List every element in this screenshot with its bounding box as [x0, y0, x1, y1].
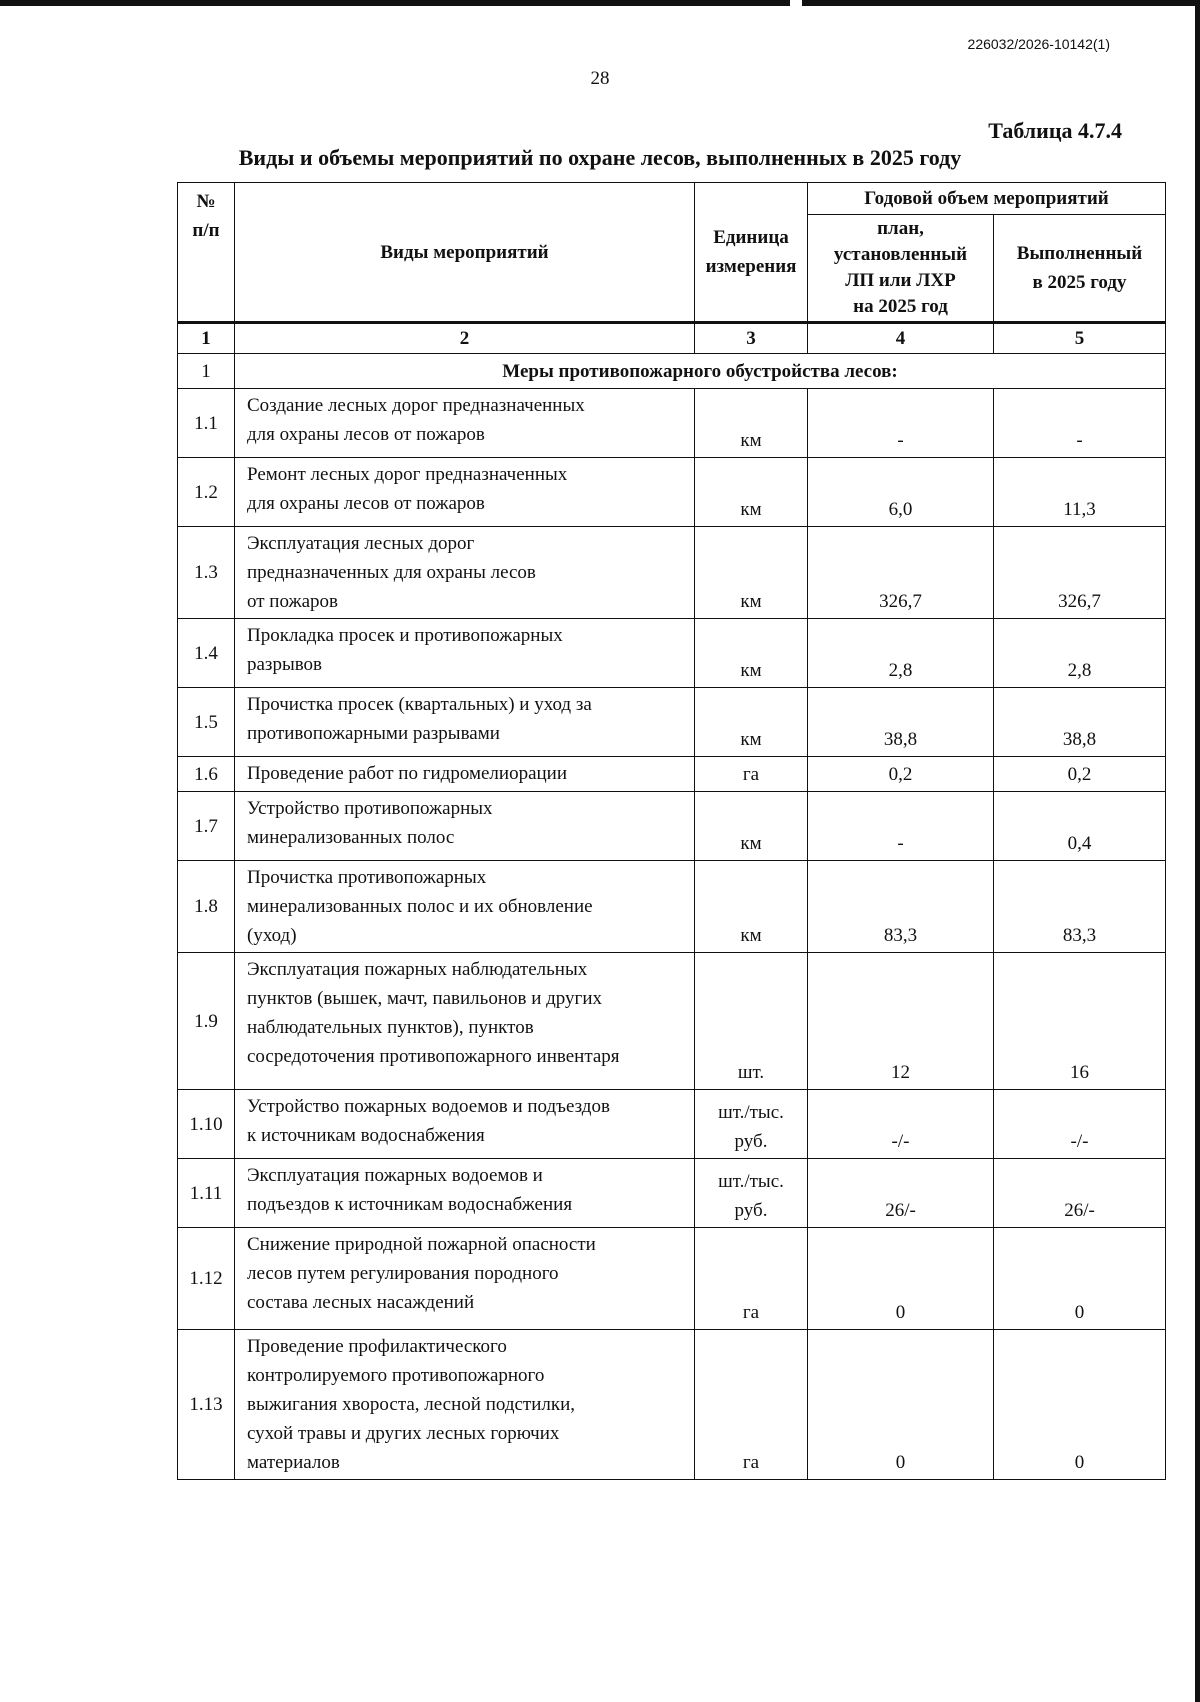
page-number: 28 [590, 68, 610, 89]
row-done-value: 0 [994, 1228, 1166, 1330]
row-num: 1.1 [178, 389, 235, 458]
row-num: 1.2 [178, 458, 235, 527]
row-done-value: 2,8 [994, 619, 1166, 688]
row-plan-value: 26/- [808, 1159, 994, 1228]
activities-table [177, 182, 1166, 1480]
section-title: Меры противопожарного обустройства лесов: [235, 354, 1166, 389]
table-label: Таблица 4.7.4 [988, 118, 1122, 143]
row-activity: Устройство пожарных водоемов и подъездов к источникам водоснабжения [235, 1090, 695, 1159]
row-done-value: 26/- [994, 1159, 1166, 1228]
table-row [178, 792, 1166, 861]
row-unit: км [695, 527, 808, 619]
row-unit: км [695, 688, 808, 757]
row-done-value: 16 [994, 953, 1166, 1090]
row-activity: Ремонт лесных дорог предназначенных для охраны лесов от пожаров [235, 458, 695, 527]
row-unit: км [695, 458, 808, 527]
column-index: 4 [808, 323, 994, 354]
row-num: 1.8 [178, 861, 235, 953]
table-row [178, 1228, 1166, 1330]
table-row [178, 1090, 1166, 1159]
row-plan-value: 12 [808, 953, 994, 1090]
row-unit: км [695, 861, 808, 953]
row-plan-value: -/- [808, 1090, 994, 1159]
table-row [178, 1159, 1166, 1228]
row-done-value: 0,2 [994, 757, 1166, 792]
table-title: Виды и объемы мероприятий по охране лесов, выполненных в 2025 году [238, 145, 962, 170]
row-unit: км [695, 619, 808, 688]
row-activity: Проведение профилактического контролируемого противопожарного выжигания хвороста, лесной подстилки, сухой травы и других лесных горючих материалов [235, 1330, 695, 1480]
row-num: 1.6 [178, 757, 235, 792]
header-done: Выполненный в 2025 году [994, 215, 1166, 323]
row-plan-value: 0 [808, 1228, 994, 1330]
section-row [178, 354, 1166, 389]
row-plan-value: - [808, 389, 994, 458]
row-unit: га [695, 757, 808, 792]
row-done-value: 38,8 [994, 688, 1166, 757]
row-unit: шт./тыс. руб. [695, 1159, 808, 1228]
row-plan-value: 6,0 [808, 458, 994, 527]
row-num: 1.5 [178, 688, 235, 757]
row-plan-value: - [808, 792, 994, 861]
row-unit: км [695, 389, 808, 458]
row-done-value: -/- [994, 1090, 1166, 1159]
row-unit: га [695, 1330, 808, 1480]
row-done-value: 0 [994, 1330, 1166, 1480]
column-index-row [178, 323, 1166, 354]
column-index: 1 [178, 323, 235, 354]
row-num: 1.3 [178, 527, 235, 619]
row-activity: Эксплуатация лесных дорог предназначенных для охраны лесов от пожаров [235, 527, 695, 619]
row-activity: Эксплуатация пожарных водоемов и подъездов к источникам водоснабжения [235, 1159, 695, 1228]
scan-edge-right [1195, 0, 1200, 1702]
table-row [178, 757, 1166, 792]
section-num: 1 [178, 354, 235, 389]
row-unit: шт. [695, 953, 808, 1090]
row-done-value: 0,4 [994, 792, 1166, 861]
row-done-value: 326,7 [994, 527, 1166, 619]
row-num: 1.9 [178, 953, 235, 1090]
header-num: № п/п [178, 183, 235, 323]
table-row [178, 619, 1166, 688]
row-plan-value: 326,7 [808, 527, 994, 619]
row-plan-value: 2,8 [808, 619, 994, 688]
document-id: 226032/2026-10142(1) [967, 36, 1110, 52]
table-row [178, 527, 1166, 619]
table-row [178, 688, 1166, 757]
table-row [178, 389, 1166, 458]
row-num: 1.12 [178, 1228, 235, 1330]
header-plan: план, установленный ЛП или ЛХР на 2025 год [808, 215, 994, 323]
column-index: 3 [695, 323, 808, 354]
header-unit: Единица измерения [695, 183, 808, 323]
table-row [178, 861, 1166, 953]
table-row [178, 953, 1166, 1090]
row-activity: Проведение работ по гидромелиорации [235, 757, 695, 792]
row-plan-value: 0 [808, 1330, 994, 1480]
table-row [178, 458, 1166, 527]
row-activity: Прочистка противопожарных минерализованных полос и их обновление (уход) [235, 861, 695, 953]
header-annual-volume: Годовой объем мероприятий [808, 183, 1166, 215]
row-num: 1.10 [178, 1090, 235, 1159]
row-activity: Создание лесных дорог предназначенных для охраны лесов от пожаров [235, 389, 695, 458]
row-num: 1.4 [178, 619, 235, 688]
row-activity: Прокладка просек и противопожарных разрывов [235, 619, 695, 688]
row-done-value: 11,3 [994, 458, 1166, 527]
row-unit: шт./тыс. руб. [695, 1090, 808, 1159]
column-index: 5 [994, 323, 1166, 354]
row-unit: км [695, 792, 808, 861]
row-done-value: 83,3 [994, 861, 1166, 953]
row-num: 1.13 [178, 1330, 235, 1480]
row-activity: Эксплуатация пожарных наблюдательных пунктов (вышек, мачт, павильонов и других наблюдательных пунктов), пунктов сосредоточения противопожарного инвентаря [235, 953, 695, 1090]
row-activity: Снижение природной пожарной опасности лесов путем регулирования породного состава лесных насаждений [235, 1228, 695, 1330]
column-index: 2 [235, 323, 695, 354]
row-done-value: - [994, 389, 1166, 458]
row-activity: Устройство противопожарных минерализованных полос [235, 792, 695, 861]
scan-edge-gap [790, 0, 802, 6]
row-unit: га [695, 1228, 808, 1330]
row-num: 1.11 [178, 1159, 235, 1228]
header-activity: Виды мероприятий [235, 183, 695, 323]
scan-edge-top [0, 0, 1200, 6]
row-plan-value: 83,3 [808, 861, 994, 953]
table-row [178, 1330, 1166, 1480]
row-plan-value: 38,8 [808, 688, 994, 757]
row-activity: Прочистка просек (квартальных) и уход за противопожарными разрывами [235, 688, 695, 757]
row-num: 1.7 [178, 792, 235, 861]
row-plan-value: 0,2 [808, 757, 994, 792]
